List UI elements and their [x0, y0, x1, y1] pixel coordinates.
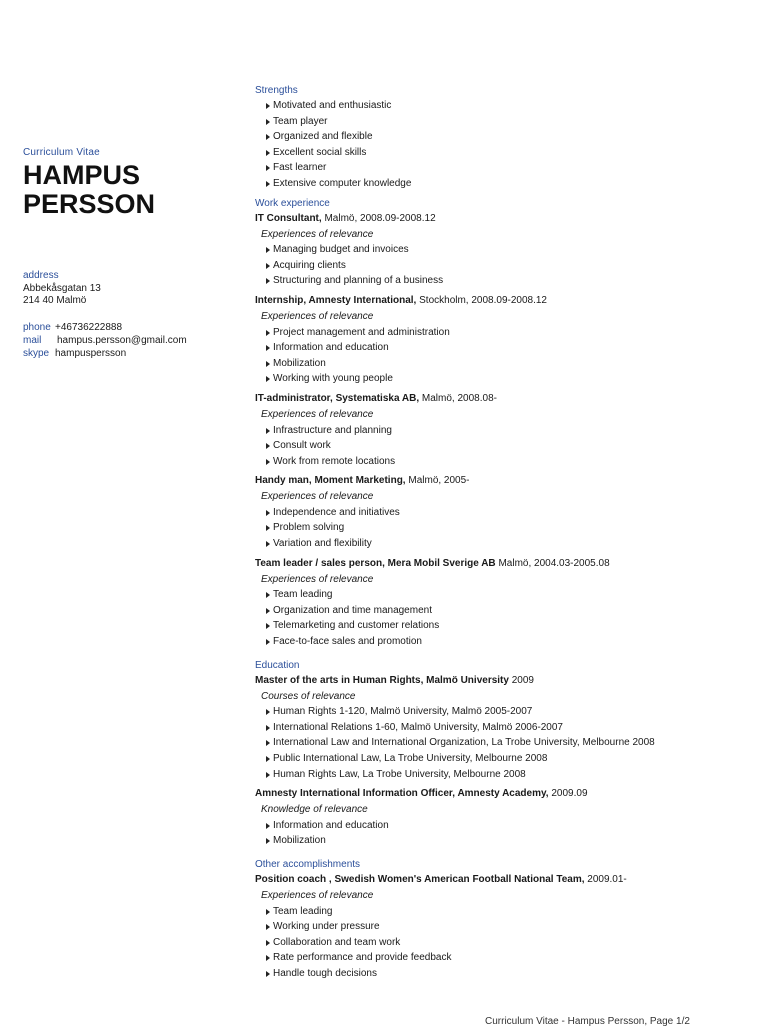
triangle-bullet-icon [266, 940, 270, 946]
triangle-bullet-icon [266, 510, 270, 516]
applicant-name [23, 161, 155, 219]
job-subheading: Experiences of relevance [261, 228, 374, 240]
list-item: Project management and administration [255, 325, 755, 341]
job-items [255, 423, 755, 470]
first-name: HAMPUS [23, 160, 141, 190]
list-item: Work from remote locations [255, 454, 755, 470]
strengths-list [255, 98, 755, 192]
triangle-bullet-icon [266, 181, 270, 187]
triangle-bullet-icon [266, 823, 270, 829]
list-item: International Law and International Organization, La Trobe University, Melbourne 2008 [255, 735, 755, 751]
list-item: Team player [255, 114, 755, 130]
list-item: Consult work [255, 438, 755, 454]
triangle-bullet-icon [266, 345, 270, 351]
skype-label: skype [23, 348, 50, 359]
spacer [255, 849, 755, 857]
list-item: International Relations 1-60, Malmö University, Malmö 2006-2007 [255, 720, 755, 736]
triangle-bullet-icon [266, 955, 270, 961]
triangle-bullet-icon [266, 525, 270, 531]
accomplishment-items [255, 904, 755, 982]
work-heading: Work experience [255, 197, 330, 209]
phone-value: +46736222888 [55, 322, 123, 333]
mail-value[interactable]: hampus.persson@gmail.com [57, 335, 187, 346]
job-subheading: Experiences of relevance [261, 310, 374, 322]
triangle-bullet-icon [266, 103, 270, 109]
phone-row [23, 321, 187, 334]
spacer [255, 650, 755, 658]
list-item: Independence and initiatives [255, 505, 755, 521]
contact-info [23, 321, 187, 360]
triangle-bullet-icon [266, 330, 270, 336]
job-subheading: Experiences of relevance [261, 408, 374, 420]
list-item: Managing budget and invoices [255, 242, 755, 258]
list-item: Organized and flexible [255, 129, 755, 145]
job-title: IT-administrator, Systematiska AB, Malmö, 2008.08- [255, 392, 497, 404]
triangle-bullet-icon [266, 443, 270, 449]
mail-row [23, 334, 187, 347]
job-subheading: Experiences of relevance [261, 491, 374, 503]
triangle-bullet-icon [266, 725, 270, 731]
list-item: Fast learner [255, 160, 755, 176]
job-items [255, 325, 755, 387]
accomplishment-title: Position coach , Swedish Women's American Football National Team, 2009.01- [255, 873, 627, 885]
phone-label: phone [23, 322, 51, 333]
triangle-bullet-icon [266, 838, 270, 844]
triangle-bullet-icon [266, 376, 270, 382]
triangle-bullet-icon [266, 623, 270, 629]
triangle-bullet-icon [266, 592, 270, 598]
triangle-bullet-icon [266, 263, 270, 269]
triangle-bullet-icon [266, 361, 270, 367]
address-street: Abbekåsgatan 13 [23, 283, 101, 294]
triangle-bullet-icon [266, 428, 270, 434]
right-column [255, 83, 755, 982]
list-item: Working under pressure [255, 919, 755, 935]
address [23, 283, 101, 307]
triangle-bullet-icon [266, 709, 270, 715]
triangle-bullet-icon [266, 971, 270, 977]
skype-value: hampuspersson [55, 348, 127, 359]
education-items [255, 818, 755, 849]
list-item: Handle tough decisions [255, 966, 755, 982]
triangle-bullet-icon [266, 541, 270, 547]
triangle-bullet-icon [266, 150, 270, 156]
accomplishment-subheading: Experiences of relevance [261, 889, 374, 901]
list-item: Motivated and enthusiastic [255, 98, 755, 114]
list-item: Telemarketing and customer relations [255, 618, 755, 634]
education-items [255, 704, 755, 782]
triangle-bullet-icon [266, 459, 270, 465]
job-items [255, 587, 755, 649]
list-item: Infrastructure and planning [255, 423, 755, 439]
last-name: PERSSON [23, 189, 156, 219]
list-item: Excellent social skills [255, 145, 755, 161]
list-item: Structuring and planning of a business [255, 273, 755, 289]
triangle-bullet-icon [266, 924, 270, 930]
list-item: Team leading [255, 587, 755, 603]
triangle-bullet-icon [266, 772, 270, 778]
other-heading: Other accomplishments [255, 858, 361, 870]
job-items [255, 505, 755, 552]
education-subheading: Courses of relevance [261, 690, 356, 702]
list-item: Mobilization [255, 833, 755, 849]
mail-label: mail [23, 335, 42, 346]
list-item: Collaboration and team work [255, 935, 755, 951]
triangle-bullet-icon [266, 278, 270, 284]
list-item: Acquiring clients [255, 258, 755, 274]
list-item: Organization and time management [255, 603, 755, 619]
triangle-bullet-icon [266, 909, 270, 915]
triangle-bullet-icon [266, 165, 270, 171]
list-item: Variation and flexibility [255, 536, 755, 552]
triangle-bullet-icon [266, 639, 270, 645]
triangle-bullet-icon [266, 608, 270, 614]
list-item: Information and education [255, 818, 755, 834]
list-item: Face-to-face sales and promotion [255, 634, 755, 650]
list-item: Rate performance and provide feedback [255, 950, 755, 966]
job-items [255, 242, 755, 289]
job-title: Team leader / sales person, Mera Mobil Sverige AB Malmö, 2004.03-2005.08 [255, 557, 610, 569]
list-item: Human Rights 1-120, Malmö University, Malmö 2005-2007 [255, 704, 755, 720]
triangle-bullet-icon [266, 247, 270, 253]
job-title: Handy man, Moment Marketing, Malmö, 2005- [255, 475, 470, 487]
strengths-heading: Strengths [255, 85, 298, 96]
list-item: Team leading [255, 904, 755, 920]
job-subheading: Experiences of relevance [261, 573, 374, 585]
triangle-bullet-icon [266, 756, 270, 762]
list-item: Human Rights Law, La Trobe University, Melbourne 2008 [255, 767, 755, 783]
triangle-bullet-icon [266, 134, 270, 140]
education-title: Amnesty International Information Officer, Amnesty Academy, 2009.09 [255, 788, 588, 800]
triangle-bullet-icon [266, 119, 270, 125]
education-heading: Education [255, 659, 300, 671]
list-item: Extensive computer knowledge [255, 176, 755, 192]
list-item: Working with young people [255, 371, 755, 387]
skype-row [23, 347, 187, 360]
address-city: 214 40 Malmö [23, 295, 87, 306]
list-item: Mobilization [255, 356, 755, 372]
list-item: Information and education [255, 340, 755, 356]
job-title: IT Consultant, Malmö, 2008.09-2008.12 [255, 212, 436, 224]
education-title: Master of the arts in Human Rights, Malmö University 2009 [255, 674, 534, 686]
job-title: Internship, Amnesty International, Stockholm, 2008.09-2008.12 [255, 294, 547, 306]
triangle-bullet-icon [266, 740, 270, 746]
education-subheading: Knowledge of relevance [261, 804, 368, 816]
address-label: address [23, 270, 59, 281]
cv-label: Curriculum Vitae [23, 147, 100, 158]
page-footer: Curriculum Vitae - Hampus Persson, Page 1/2 [485, 1016, 690, 1027]
list-item: Public International Law, La Trobe University, Melbourne 2008 [255, 751, 755, 767]
list-item: Problem solving [255, 520, 755, 536]
